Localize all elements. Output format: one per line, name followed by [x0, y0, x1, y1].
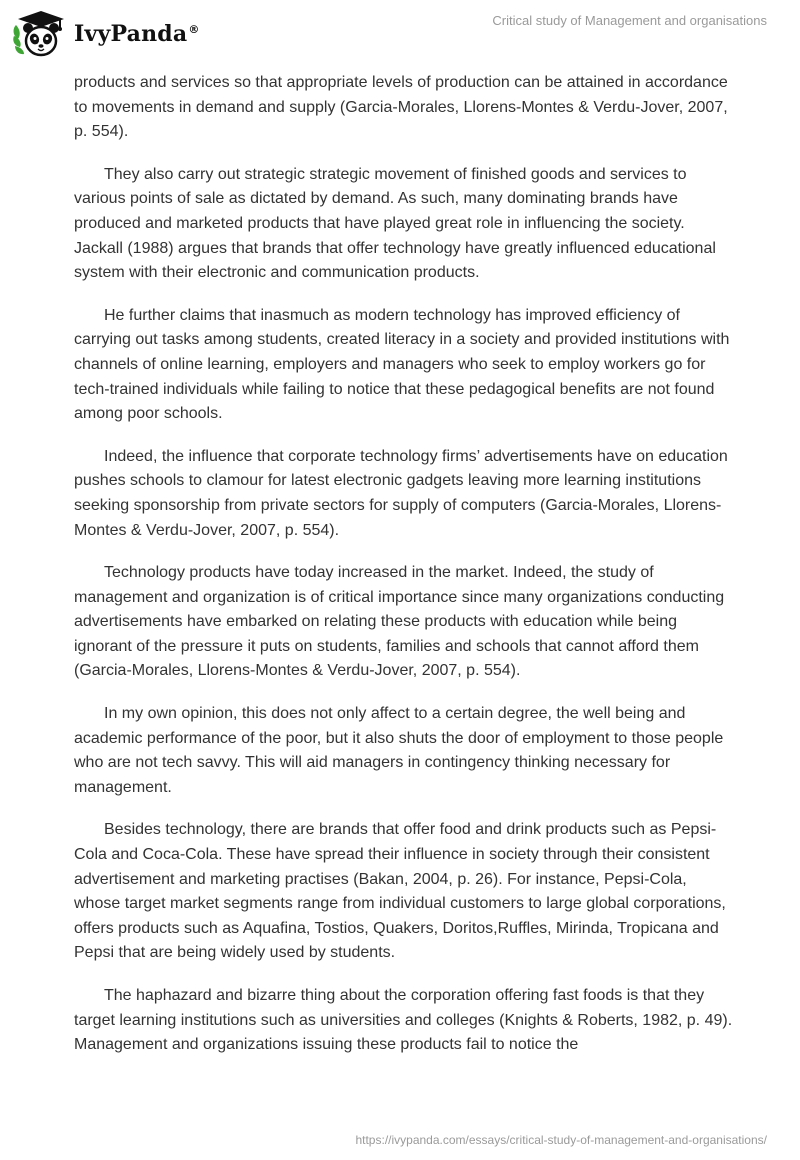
essay-body — [74, 71, 734, 1076]
essay-paragraph: Technology products have today increased in the market. Indeed, the study of management and organization is of critical importance since many organizations conducting advertisements have embarked on relating these products with education while being ignorant of the pressure it puts on students, families and schools that cannot afford them (Garcia-Morales, Llorens-Montes & Verdu-Jover, 2007, p. 554). — [74, 564, 725, 680]
essay-paragraph: He further claims that inasmuch as modern technology has improved efficiency of carrying out tasks among students, created literacy in a society and provided institutions with channels of online learning, employers and managers who seek to employ workers go for tech-trained individuals while failing to notice that these pedagogical benefits are not found among poor schools. — [74, 306, 730, 423]
ivypanda-logo[interactable] — [12, 6, 200, 62]
brand-name-text: IvyPanda — [74, 21, 188, 47]
registered-mark: ® — [188, 22, 200, 36]
source-url[interactable]: https://ivypanda.com/essays/critical-study-of-management-and-organisations/ — [355, 1133, 767, 1147]
essay-paragraph: In my own opinion, this does not only affect to a certain degree, the well being and academic performance of the poor, but it also shuts the door of employment to those people who are not tech savvy. This will aid managers in contingency thinking necessary for management. — [74, 705, 724, 796]
panda-graduate-icon — [12, 9, 70, 59]
document-title: Critical study of Management and organisations — [492, 13, 767, 28]
essay-paragraph: Indeed, the influence that corporate technology firms’ advertisements have on education pushes schools to clamour for latest electronic gadgets leaving more learning institutions seeking sponsorship from private sectors for supply of computers (Garcia-Morales, Llorens-Montes & Verdu-Jover, 2007, p. 554). — [74, 447, 728, 539]
page-header — [0, 0, 800, 64]
essay-paragraph: They also carry out strategic strategic movement of finished goods and services to various points of sale as dictated by demand. As such, many dominating brands have produced and marketed products that have played great role in influencing the society. Jackall (1988) argues that brands that offer technology have greatly influenced educational system with their electronic and communication products. — [74, 165, 716, 282]
brand-name — [74, 21, 200, 47]
essay-paragraph: products and services so that appropriate levels of production can be attained in accordance to movements in demand and supply (Garcia-Morales, Llorens-Montes & Verdu-Jover, 2007, p. 554). — [74, 74, 728, 141]
essay-paragraph: The haphazard and bizarre thing about the corporation offering fast foods is that they target learning institutions such as universities and colleges (Knights & Roberts, 1982, p. 49). Management and organizations issuing these products fail to notice the — [74, 987, 733, 1054]
essay-paragraph: Besides technology, there are brands that offer food and drink products such as Pepsi-Cola and Coca-Cola. These have spread their influence in society through their consistent advertisement and marketing practises (Bakan, 2004, p. 26). For instance, Pepsi-Cola, whose target market segments range from individual customers to large global corporations, offers products such as Aquafina, Tostios, Quakers, Doritos,Ruffles, Mirinda, Tropicana and Pepsi that are being widely used by students. — [74, 821, 726, 962]
